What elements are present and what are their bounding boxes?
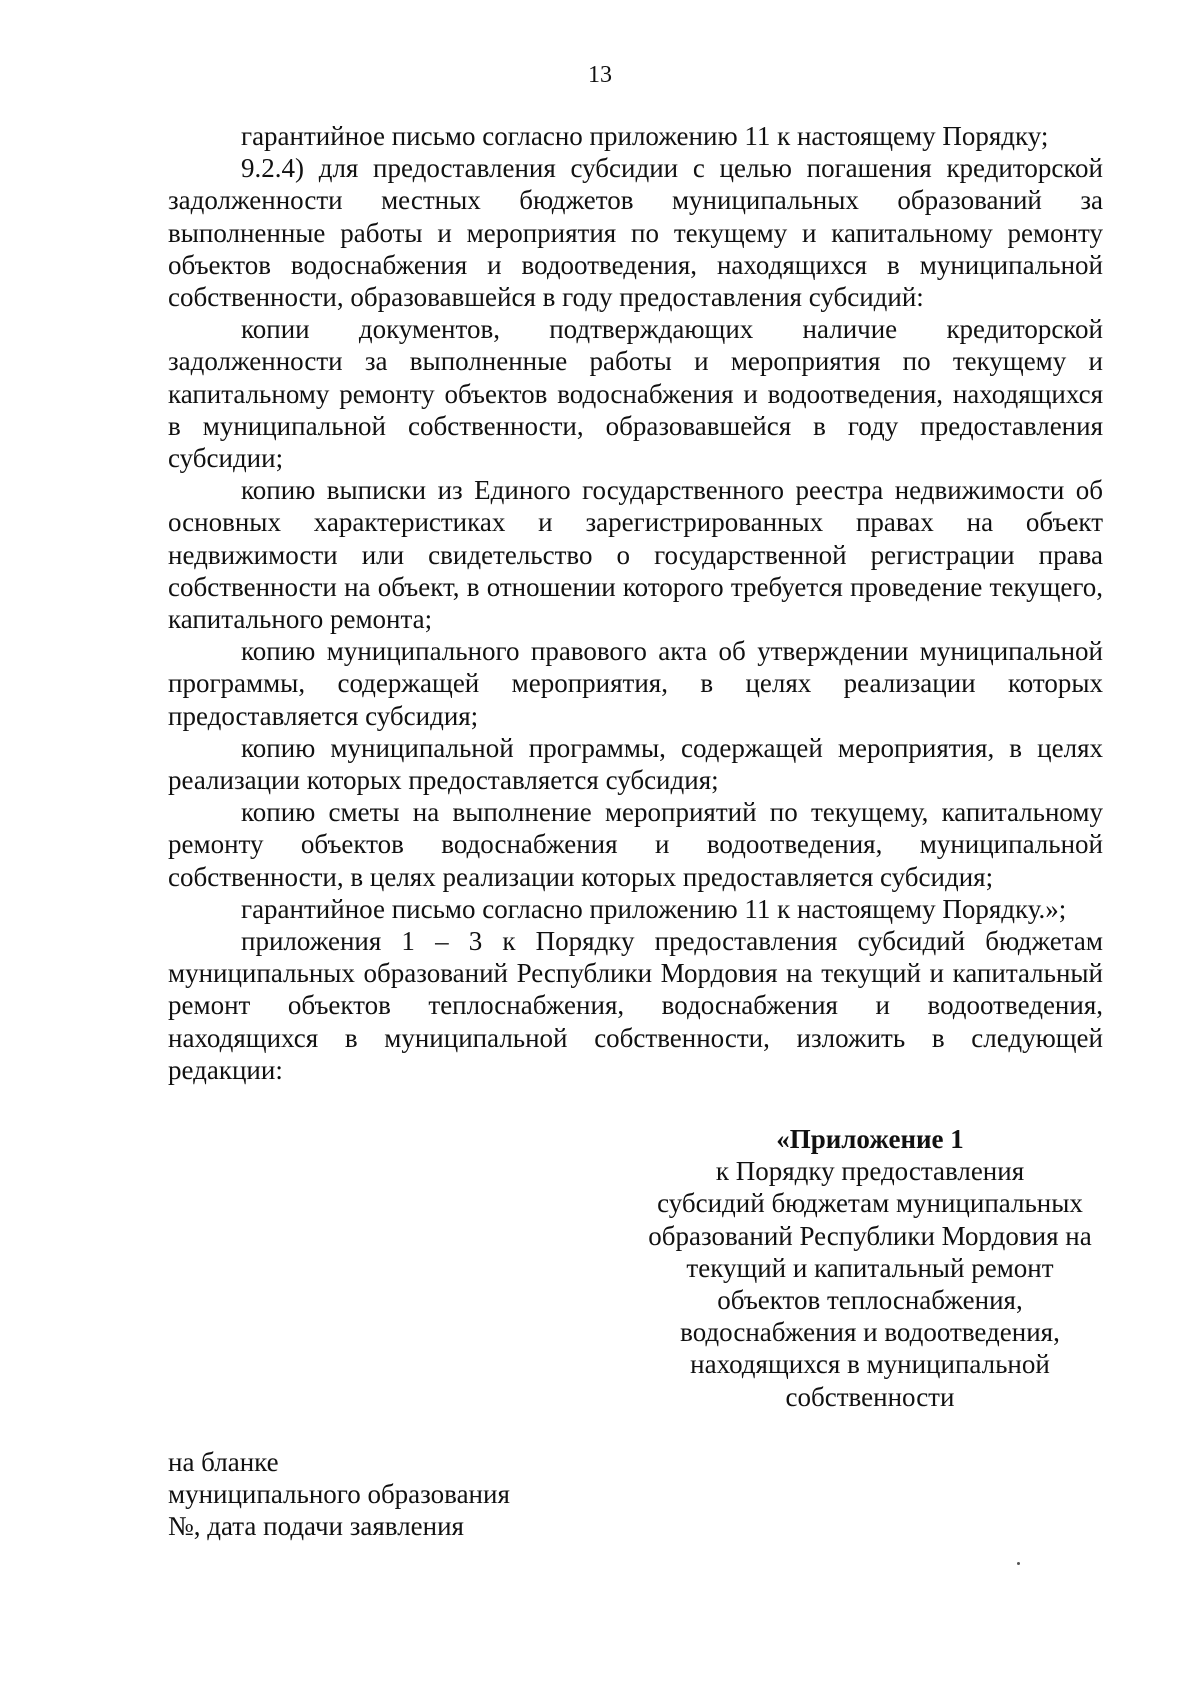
paragraph: копию муниципальной программы, содержащей мероприятия, в целях реализации которых предоставляется субсидия; [168, 732, 1103, 796]
paragraph: приложения 1 – 3 к Порядку предоставления субсидий бюджетам муниципальных образований Республики Мордовия на текущий и капитальный ремонт объектов теплоснабжения, водоснабжения и водоотведения, находящихся в муниципальной собственности, изложить в следующей редакции: [168, 926, 1103, 1085]
scan-speck [1017, 1562, 1020, 1565]
appendix-line: субсидий бюджетам муниципальных [657, 1188, 1083, 1219]
paragraph: копии документов, подтверждающих наличие кредиторской задолженности за выполненные работы и мероприятия по текущему и капитальному ремонту объектов водоснабжения и водоотведения, находящихся в муниципальной собственности, образовавшейся в году предоставления субсидии; [168, 314, 1103, 474]
appendix-heading: «Приложение 1 [776, 1124, 964, 1154]
blank-note-line: муниципального образования [168, 1479, 510, 1510]
appendix-line: к Порядку предоставления [715, 1156, 1025, 1187]
appendix-line: находящихся в муниципальной [690, 1349, 1050, 1380]
page-number: 13 [588, 62, 612, 88]
paragraph: 9.2.4) для предоставления субсидии с целью погашения кредиторской задолженности местных бюджетов муниципальных образований за выполненные работы и мероприятия по текущему и капитальному ремонту объектов водоснабжения и водоотведения, находящихся в муниципальной собственности, образовавшейся в году предоставления субсидий: [168, 153, 1103, 313]
paragraph: гарантийное письмо согласно приложению 11 к настоящему Порядку.»; [241, 893, 1067, 924]
paragraph: копию муниципального правового акта об утверждении муниципальной программы, содержащей мероприятия, в целях реализации которых предоставляется субсидия; [168, 636, 1103, 731]
appendix-line: водоснабжения и водоотведения, [680, 1317, 1060, 1348]
paragraph: гарантийное письмо согласно приложению 11 к настоящему Порядку; [241, 121, 1049, 151]
appendix-line: собственности [785, 1381, 955, 1412]
appendix-line: образований Республики Мордовия на [648, 1220, 1092, 1251]
paragraph: копию сметы на выполнение мероприятий по текущему, капитальному ремонту объектов водоснабжения и водоотведения, муниципальной собственности, в целях реализации которых предоставляется субсидия; [168, 797, 1103, 892]
blank-note-line: на бланке [168, 1447, 279, 1477]
blank-note-line: №, дата подачи заявления [168, 1511, 464, 1542]
appendix-line: текущий и капитальный ремонт [686, 1252, 1054, 1283]
appendix-header [640, 1123, 1100, 1413]
body-text [168, 120, 1103, 1086]
appendix-line: объектов теплоснабжения, [717, 1285, 1023, 1316]
paragraph: копию выписки из Единого государственного реестра недвижимости об основных характеристиках и зарегистрированных правах на объект недвижимости или свидетельство о государственной регистрации права собственности на объект, в отношении которого требуется проведение текущего, капитального ремонта; [168, 475, 1103, 635]
blank-note [168, 1446, 510, 1543]
